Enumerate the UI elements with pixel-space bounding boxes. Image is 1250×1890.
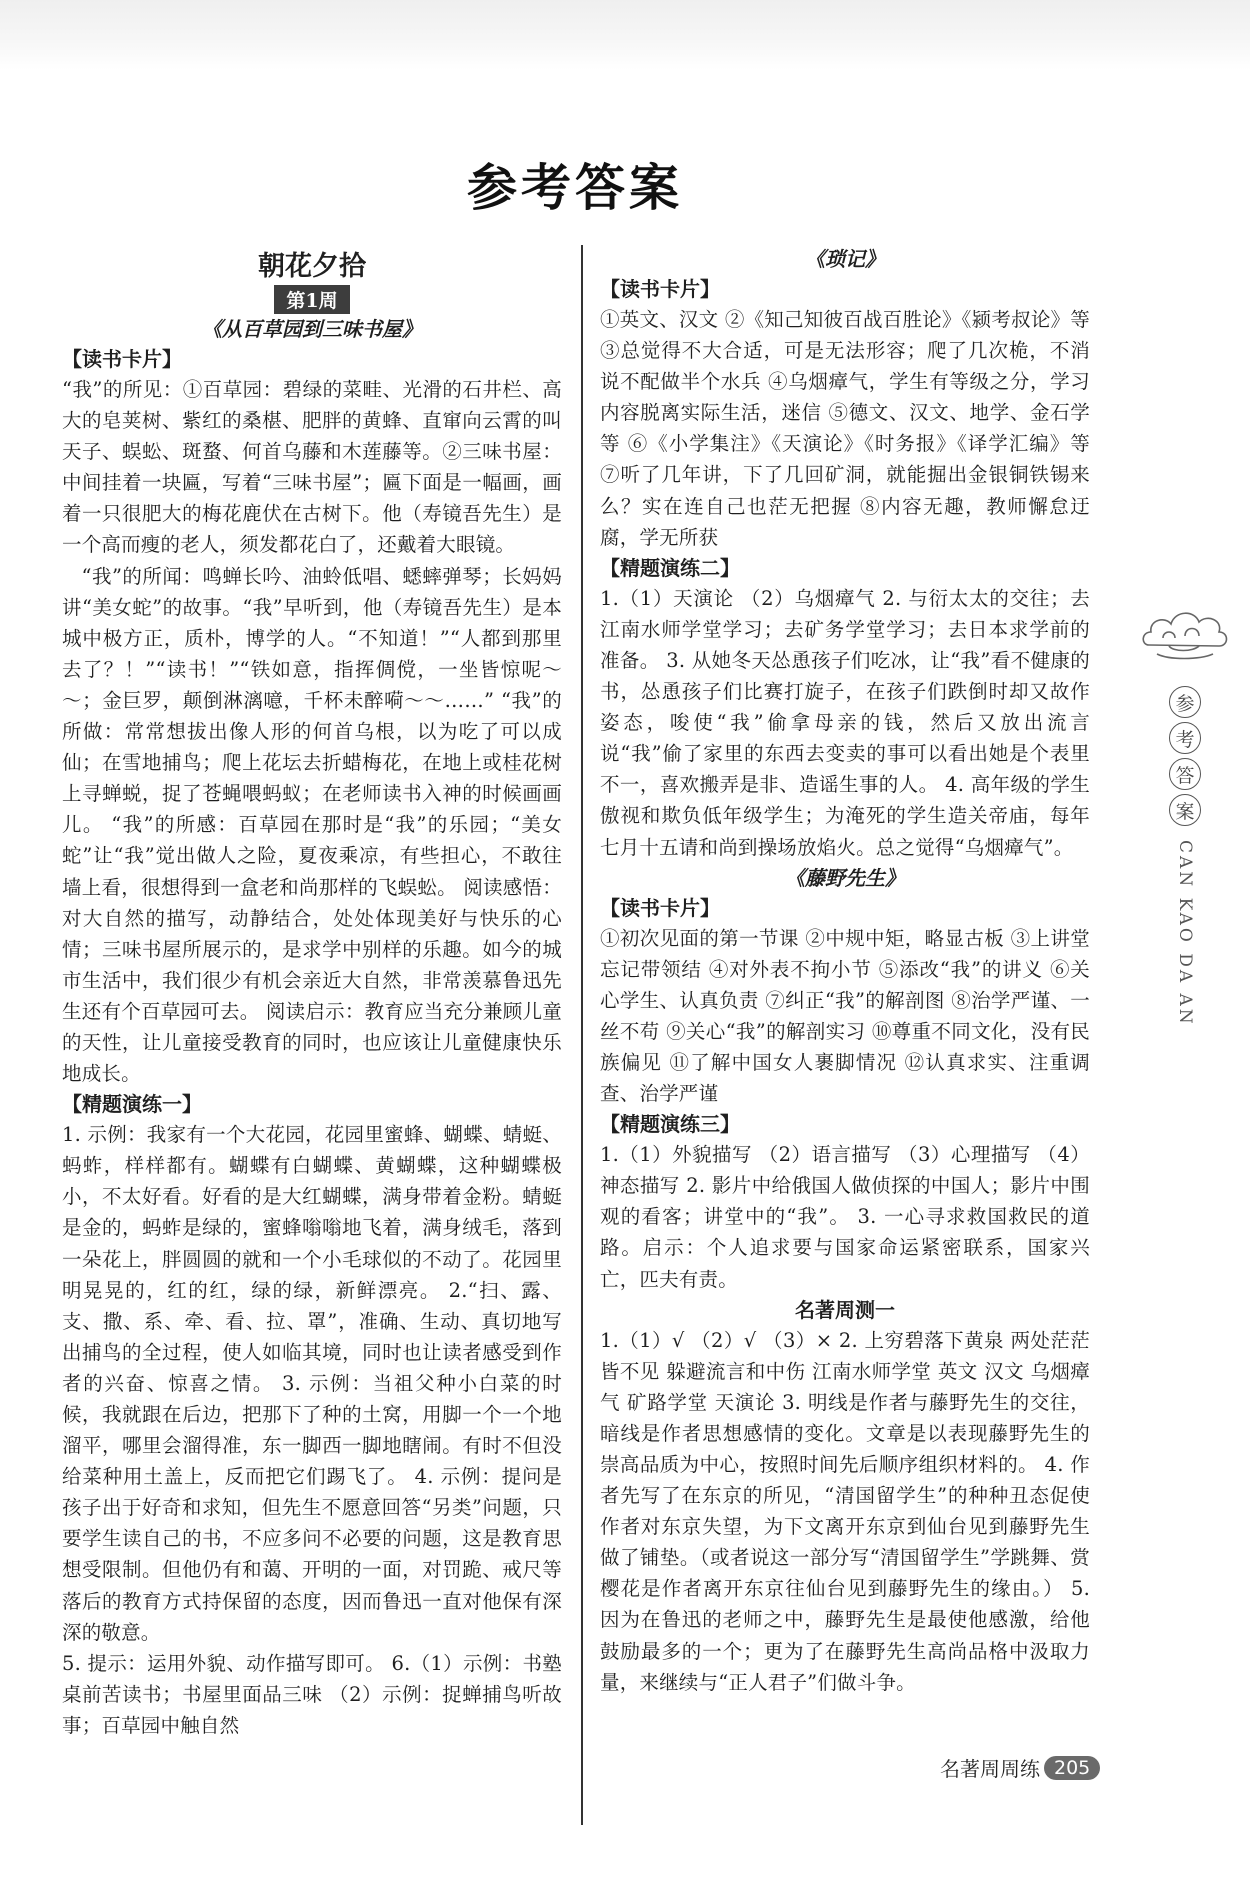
weekly-test-title: 名著周测一 [795, 1297, 895, 1322]
right-column [600, 244, 1090, 1698]
reading-card-heading: 【读书卡片】 [62, 347, 182, 371]
drill-one-answers: 1. 示例：我家有一个大花园，花园里蜜蜂、蝴蝶、蜻蜓、蚂蚱，样样都有。蝴蝶有白蝴蝶、黄蝴蝶，这种蝴蝶极小，不太好看。好看的是大红蝴蝶，满身带着金粉。蜻蜓是金的，蚂蚱是绿的，蜜蜂嗡嗡地飞着，满身绒毛，落到一朵花上，胖圆圆的就和一个小毛球似的不动了。花园里明晃晃的，红的红，绿的绿，新鲜漂亮。 2.“扫、露、支、撒、系、牵、看、拉、罩”，准确、生动、真切地写出捕鸟的全过程，使人如临其境，同时也让读者感受到作者的兴奋、惊喜之情。 3. 示例：当祖父种小白菜的时候，我就跟在后边，把那下了种的土窝，用脚一个一个地溜平，哪里会溜得准，东一脚西一脚地瞎闹。有时不但没给菜种用土盖上，反而把它们踢飞了。 4. 示例：提问是孩子出于好奇和求知，但先生不愿意回答“另类”问题，只要学生读自己的书，不应多问不必要的问题，这是教育思想受限制。但他仍有和蔼、开明的一面，对罚跪、戒尺等落后的教育方式持保留的态度，因而鲁迅一直对他保有深深的敬意。 [62, 1123, 562, 1644]
side-char: 参 [1169, 686, 1201, 718]
reading-card-seen: “我”的所见：①百草园：碧绿的菜畦、光滑的石井栏、高大的皂荚树、紫红的桑椹、肥胖的黄蜂、直窜向云霄的叫天子、蜈蚣、斑蝥、何首乌藤和木莲藤等。②三味书屋：中间挂着一块匾，写着“三味书屋”；匾下面是一幅画，画着一只很肥大的梅花鹿伏在古树下。他（寿镜吾先生）是一个高而瘦的老人，须发都花白了，还戴着大眼镜。 [62, 378, 562, 557]
page-number: 205 [1044, 1756, 1100, 1780]
side-char: 答 [1169, 758, 1201, 790]
top-band [0, 0, 1250, 70]
page-title: 参考答案 [467, 159, 683, 217]
drill-three-answers: 1.（1）外貌描写 （2）语言描写 （3）心理描写 （4）神态描写 2. 影片中给俄国人做侦探的中国人；影片中围观的看客；讲堂中的“我”。 3. 一心寻求救国救民的道路。启示：个人追求要与国家命运紧密联系，国家兴亡，匹夫有责。 [600, 1143, 1090, 1291]
book-title-suoji: 《琐记》 [805, 247, 885, 271]
column-divider [581, 245, 583, 1825]
reading-card-heard: “我”的所闻：鸣蝉长吟、油蛉低唱、蟋蟀弹琴；长妈妈讲“美女蛇”的故事。“我”早听到，他（寿镜吾先生）是本城中极方正，质朴，博学的人。“不知道！”“人都到那里去了？！”“读书！”“铁如意，指挥倜傥，一坐皆惊呢～～；金巨罗，颠倒淋漓噫，千杯未醉嗬～～……” “我”的所做：常常想拔出像人形的何首乌根，以为吃了可以成仙；在雪地捕鸟；爬上花坛去折蜡梅花，在地上或桂花树上寻蝉蜕，捉了苍蝇喂蚂蚁；在老师读书入神的时候画画儿。 “我”的所感：百草园在那时是“我”的乐园；“美女蛇”让“我”觉出做人之险，夏夜乘凉，有些担心，不敢往墙上看，很想得到一盒老和尚那样的飞蜈蚣。 阅读感悟：对大自然的描写，动静结合，处处体现美好与快乐的心情；三味书屋所展示的，是求学中别样的乐趣。如今的城市生活中，我们很少有机会亲近大自然，非常羡慕鲁迅先生还有个百草园可去。 阅读启示：教育应当充分兼顾儿童的天性，让儿童接受教育的同时，也应该让儿童健康快乐地成长。 [62, 564, 562, 1086]
footer [940, 1753, 1100, 1782]
reading-card-tengye: ①初次见面的第一节课 ②中规中矩，略显古板 ③上讲堂忘记带领结 ④对外表不拘小节 ⑤添改“我”的讲义 ⑥关心学生、认真负责 ⑦纠正“我”的解剖图 ⑧治学严谨、一丝不苟 ⑨关心“我”的解剖实习 ⑩尊重不同文化，没有民族偏见 ⑪了解中国女人裹脚情况 ⑫认真求实、注重调查、治学严谨 [600, 926, 1090, 1106]
week-badge: 第1周 [274, 285, 349, 314]
week-badge-wrap [62, 285, 562, 314]
drill-one-heading: 【精题演练一】 [62, 1092, 202, 1117]
reading-card-heading-3: 【读书卡片】 [600, 895, 720, 920]
side-char: 案 [1169, 794, 1201, 826]
weekly-test-answers: 1.（1）√ （2）√ （3）× 2. 上穷碧落下黄泉 两处茫茫皆不见 躲避流言和中伤 江南水师学堂 英文 汉文 乌烟瘴气 矿路学堂 天演论 3. 明线是作者与藤野先生的交往，暗线是作者思想感情的变化。文章是以表现藤野先生的崇高品质为中心，按照时间先后顺序组织材料的。 4. 作者先写了在东京的所见，“清国留学生”的种种丑态促使作者对东京失望，为下文离开东京到仙台见到藤野先生做了铺垫。（或者说这一部分写“清国留学生”学跳舞、赏樱花是作者离开东京往仙台见到藤野先生的缘由。） 5. 因为在鲁迅的老师之中，藤野先生是最使他感激，给他鼓励最多的一个；更为了在藤野先生高尚品格中汲取力量，来继续与“正人君子”们做斗争。 [600, 1328, 1090, 1694]
footer-series: 名著周周练 [940, 1757, 1040, 1781]
drill-two-answers: 1.（1）天演论 （2）乌烟瘴气 2. 与衍太太的交往；去江南水师学堂学习；去矿务学堂学习；去日本求学前的准备。 3. 从她冬天怂恿孩子们吃冰，让“我”看不健康的书，怂恿孩子们比赛打旋子，在孩子们跌倒时却又故作姿态，唆使“我”偷拿母亲的钱，然后又放出流言说“我”偷了家里的东西去变卖的事可以看出她是个表里不一，喜欢搬弄是非、造谣生事的人。 4. 高年级的学生傲视和欺负低年级学生；为淹死的学生造关帝庙，每年七月十五请和尚到操场放焰火。总之觉得“乌烟瘴气”。 [600, 586, 1090, 859]
drill-one-answers-cont: 5. 提示：运用外貌、动作描写即可。 6.（1）示例：书塾桌前苦读书；书屋里面品三味 （2）示例：捉蝉捕鸟听故事；百草园中触自然 [62, 1651, 562, 1737]
cloud-ornament-icon [1139, 600, 1231, 670]
side-chars [1169, 684, 1201, 828]
left-column [62, 244, 562, 1741]
side-pinyin: CAN KAO DA AN [1175, 840, 1195, 1027]
reading-card-suoji: ①英文、汉文 ②《知己知彼百战百胜论》《颍考叔论》等 ③总觉得不大合适，可是无法形容；爬了几次桅，不消说不配做半个水兵 ④乌烟瘴气，学生有等级之分，学习内容脱离实际生活，迷信 ⑤德文、汉文、地学、金石学等 ⑥《小学集注》《天演论》《时务报》《译学汇编》等 ⑦听了几年讲，下了几回矿洞，就能掘出金银铜铁锡来么？实在连自己也茫无把握 ⑧内容无趣，教师懈怠迂腐，学无所获 [600, 308, 1090, 549]
book-title-baicaoyuan: 《从百草园到三味书屋》 [202, 317, 422, 341]
reading-card-heading-2: 【读书卡片】 [600, 277, 720, 301]
section-title: 朝花夕拾 [258, 251, 366, 282]
drill-three-heading: 【精题演练三】 [600, 1112, 740, 1137]
side-char: 考 [1169, 722, 1201, 754]
drill-two-heading: 【精题演练二】 [600, 555, 740, 580]
book-title-tengye: 《藤野先生》 [785, 865, 905, 890]
side-label [1140, 600, 1230, 1027]
